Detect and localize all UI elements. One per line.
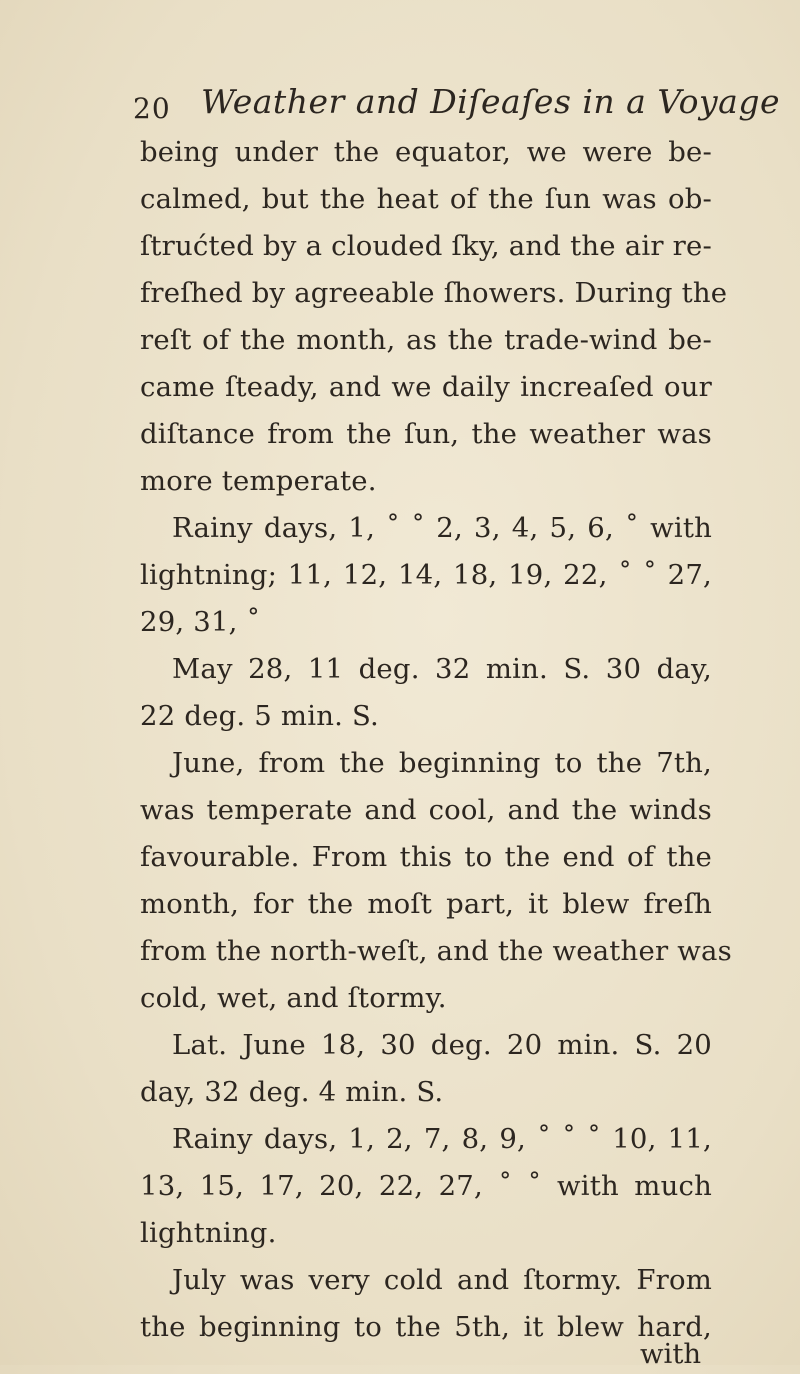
running-head [133,78,780,134]
text-line: May 28, 11 deg. 32 min. S. 30 day, [172,653,712,685]
text-line: reſt of the month, as the trade-wind be- [140,324,712,356]
text-line: more temperate. [140,465,377,497]
text-line: lightning; 11, 12, 14, 18, 19, 22, ˚ ˚ 27, [140,559,712,591]
text-line: 13, 15, 17, 20, 22, 27, ˚ ˚ with much [140,1170,712,1202]
running-title: Weather and Diſeaſes in a Voyage [201,82,780,121]
text-line: from the north-weſt, and the weather was [140,935,732,967]
text-line: June, from the beginning to the 7th, [172,747,712,779]
text-line: Rainy days, 1, 2, 7, 8, 9, ˚ ˚ ˚ 10, 11, [172,1123,712,1155]
text-line: ſtrućted by a clouded ſky, and the air re- [140,230,712,262]
text-line: month, for the moſt part, it blew freſh [140,888,712,920]
page-number: 20 [133,92,171,125]
text-line: came ſteady, and we daily increaſed our [140,371,712,403]
text-line: was temperate and cool, and the winds [140,794,712,826]
text-line: freſhed by agreeable ſhowers. During the [140,277,728,309]
text-line: Lat. June 18, 30 deg. 20 min. S. 20 [172,1029,712,1061]
catchword: with [640,1338,702,1370]
text-line: 29, 31, ˚ [140,606,261,638]
text-line: diſtance from the ſun, the weather was [140,418,712,450]
text-line: lightning. [140,1217,277,1249]
text-line: day, 32 deg. 4 min. S. [140,1076,444,1108]
text-line: Rainy days, 1, ˚ ˚ 2, 3, 4, 5, 6, ˚ with [172,512,712,544]
text-line: favourable. From this to the end of the [140,841,712,873]
text-line: calmed, but the heat of the ſun was ob- [140,183,712,215]
text-line: cold, wet, and ſtormy. [140,982,447,1014]
text-line: the beginning to the 5th, it blew hard, [140,1311,712,1343]
text-line: July was very cold and ſtormy. From [172,1264,712,1296]
text-line: 22 deg. 5 min. S. [140,700,380,732]
text-line: being under the equator, we were be- [140,136,712,168]
